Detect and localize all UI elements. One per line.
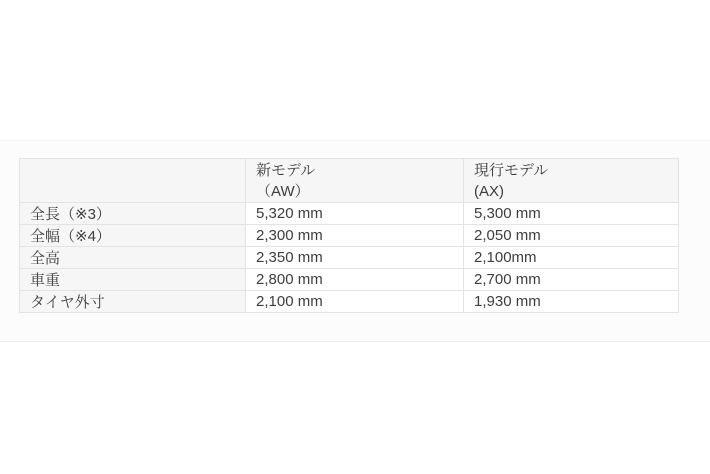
table-row-vehicle-weight [20,269,679,291]
spec-comparison-table [19,158,679,313]
row-label: 全高 [20,247,246,269]
new-model-value: 5,320 mm [246,203,464,225]
row-label: 全長（※3） [20,203,246,225]
header-new-model-cell [246,159,464,203]
table-row-overall-length [20,203,679,225]
header-new-model-label: 新モデル [256,161,316,179]
row-label: 全幅（※4） [20,225,246,247]
row-label: 車重 [20,269,246,291]
current-model-value: 2,100mm [464,247,679,269]
header-current-model-cell [464,159,679,203]
new-model-value: 2,300 mm [246,225,464,247]
new-model-value: 2,800 mm [246,269,464,291]
current-model-value: 1,930 mm [464,291,679,313]
new-model-value: 2,100 mm [246,291,464,313]
header-corner-cell [20,159,246,203]
table-row-overall-width [20,225,679,247]
current-model-value: 5,300 mm [464,203,679,225]
current-model-value: 2,700 mm [464,269,679,291]
header-new-model-code: （AW） [256,182,310,200]
header-current-model-label: 現行モデル [474,161,549,179]
row-label: タイヤ外寸 [20,291,246,313]
current-model-value: 2,050 mm [464,225,679,247]
table-row-tire-outer-size [20,291,679,313]
new-model-value: 2,350 mm [246,247,464,269]
header-row [20,159,679,203]
header-current-model-code: (AX) [474,182,504,200]
table-row-overall-height [20,247,679,269]
